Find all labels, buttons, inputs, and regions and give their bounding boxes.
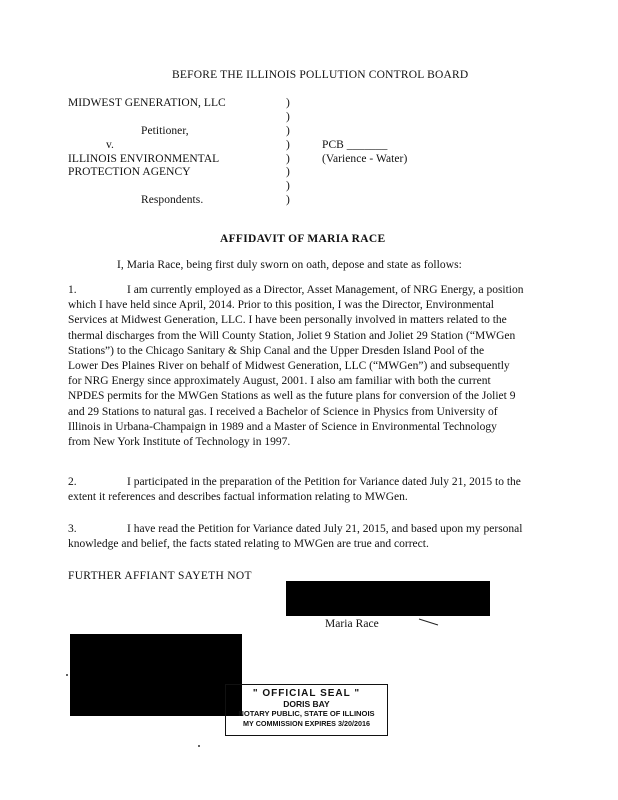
seal-notary-title: NOTARY PUBLIC, STATE OF ILLINOIS [238, 709, 375, 718]
paragraph-1 [68, 283, 524, 450]
caption-paren: ) [286, 166, 290, 178]
affidavit-title: AFFIDAVIT OF MARIA RACE [220, 233, 386, 245]
scan-speck [198, 745, 200, 747]
paragraph-line: from New York Institute of Technology in 1997. [68, 436, 291, 449]
paragraph-number: 1. [68, 284, 77, 296]
paragraph-number: 3. [68, 523, 77, 535]
caption-paren: ) [286, 139, 290, 151]
redacted-notary-block [70, 634, 242, 716]
paragraph-line: Illinois in Urbana-Champaign in 1989 and a Master of Science in Environmental Technology [68, 420, 497, 433]
seal-heading: " OFFICIAL SEAL " [252, 688, 361, 699]
seal-notary-name: DORIS BAY [283, 699, 330, 709]
paragraph-line: Lower Des Plaines River on behalf of Midwest Generation, LLC (“MWGen”) and subsequently [68, 360, 510, 373]
petitioner-name: MIDWEST GENERATION, LLC [68, 97, 226, 109]
caption-paren: ) [286, 153, 290, 165]
paragraph-3 [68, 522, 523, 552]
seal-commission-expiry: MY COMMISSION EXPIRES 3/20/2016 [243, 719, 370, 728]
paragraph-line: I am currently employed as a Director, Asset Management, of NRG Energy, a position [127, 284, 524, 296]
official-seal-stamp [225, 684, 388, 736]
scan-speck [66, 674, 68, 676]
paragraph-line: Services at Midwest Generation, LLC. I have been personally involved in matters related to the [68, 314, 507, 327]
paragraph-line: and 29 Stations to natural gas. I received a Bachelor of Science in Physics from University of [68, 405, 498, 418]
respondent-name-line2: PROTECTION AGENCY [68, 166, 191, 178]
case-type: (Varience - Water) [322, 153, 408, 165]
caption-paren: ) [286, 180, 290, 192]
further-affiant-statement: FURTHER AFFIANT SAYETH NOT [68, 570, 252, 582]
board-title: BEFORE THE ILLINOIS POLLUTION CONTROL BOARD [172, 69, 469, 81]
versus-label: v. [106, 139, 114, 151]
paragraph-2 [68, 475, 521, 505]
petitioner-role: Petitioner, [141, 125, 189, 137]
redacted-signature [286, 581, 490, 616]
caption-paren: ) [286, 194, 290, 206]
paragraph-number: 2. [68, 476, 77, 488]
paragraph-line: knowledge and belief, the facts stated relating to MWGen are true and correct. [68, 538, 429, 551]
paragraph-line: for NRG Energy since approximately August, 2001. I also am familiar with both the current [68, 375, 491, 388]
paragraph-line: NPDES permits for the MWGen Stations as well as the future plans for conversion of the Joliet 9 [68, 390, 516, 403]
caption-paren: ) [286, 125, 290, 137]
signature-name: Maria Race [325, 618, 379, 630]
caption-paren: ) [286, 97, 290, 109]
paragraph-line: I participated in the preparation of the Petition for Variance dated July 21, 2015 to the [127, 476, 521, 488]
respondent-name-line1: ILLINOIS ENVIRONMENTAL [68, 153, 220, 165]
signature-mark [418, 617, 440, 627]
paragraph-line: I have read the Petition for Variance dated July 21, 2015, and based upon my personal [127, 523, 523, 535]
paragraph-line: which I have held since April, 2014. Prior to this position, I was the Director, Environmental [68, 299, 494, 312]
respondent-role: Respondents. [141, 194, 204, 206]
paragraph-line: thermal discharges from the Will County Station, Joliet 9 Station and Joliet 29 Station (“MWGen [68, 329, 516, 342]
caption-paren: ) [286, 111, 290, 123]
paragraph-line: extent it references and describes factual information relating to MWGen. [68, 491, 408, 504]
intro-statement: I, Maria Race, being first duly sworn on oath, depose and state as follows: [117, 259, 462, 271]
paragraph-line: Stations”) to the Chicago Sanitary & Ship Canal and the Upper Dresden Island Pool of the [68, 344, 485, 357]
pcb-number-label: PCB _______ [322, 139, 388, 151]
